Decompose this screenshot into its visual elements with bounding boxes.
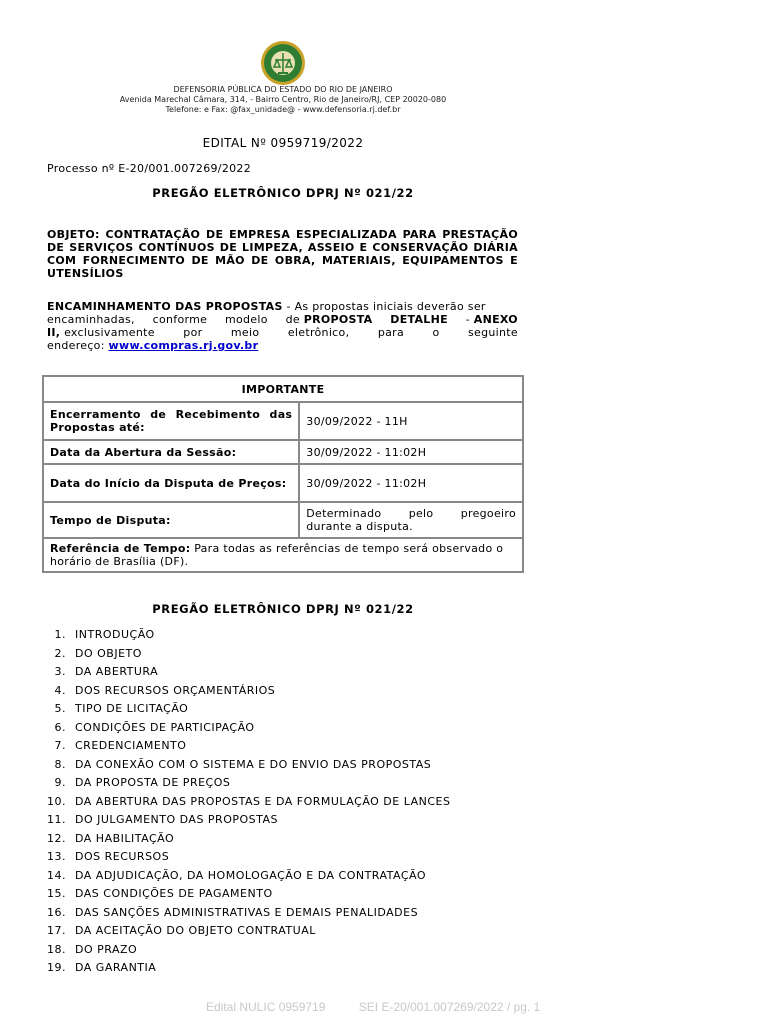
row-label: Tempo de Disputa: xyxy=(43,502,299,538)
header-address: Avenida Marechal Câmara, 314, - Bairro Centro, Rio de Janeiro/RJ, CEP 20020-080 xyxy=(119,95,447,104)
word: meio xyxy=(230,326,260,339)
word: encaminhadas, xyxy=(47,313,135,326)
word: conforme xyxy=(152,313,208,326)
table-row xyxy=(43,538,523,572)
list-item xyxy=(44,719,450,738)
list-item xyxy=(44,682,450,701)
table-row xyxy=(43,402,523,440)
encaminhamento-line-1 xyxy=(47,300,518,313)
row-label: Data do Início da Disputa de Preços: xyxy=(43,464,299,502)
table-row xyxy=(43,464,523,502)
item-number: 18. xyxy=(47,942,66,956)
item-number: 11. xyxy=(47,813,66,826)
item-label: CONDIÇÕES DE PARTICIPAÇÃO xyxy=(75,720,255,734)
word: para xyxy=(377,326,405,339)
item-label: DO JULGAMENTO DAS PROPOSTAS xyxy=(75,813,279,826)
encaminhamento-label: ENCAMINHAMENTO DAS PROPOSTAS xyxy=(47,300,283,313)
list-item xyxy=(44,811,450,830)
item-label: DOS RECURSOS xyxy=(75,850,170,863)
table-row xyxy=(43,440,523,464)
word: modelo xyxy=(224,313,268,326)
item-label: DA GARANTIA xyxy=(75,961,157,974)
row-label: Data da Abertura da Sessão: xyxy=(43,440,299,464)
list-item xyxy=(44,626,450,645)
list-item xyxy=(44,645,450,664)
item-label: DA ADJUDICAÇÃO, DA HOMOLOGAÇÃO E DA CONTRATAÇÃO xyxy=(75,868,427,882)
list-item xyxy=(44,793,450,812)
item-number: 16. xyxy=(47,905,66,919)
item-number: 2. xyxy=(54,646,66,660)
defensoria-seal-logo xyxy=(260,40,306,86)
item-number: 8. xyxy=(54,757,66,771)
anexo-bold: ANEXO xyxy=(473,313,518,326)
item-label: DA ABERTURA DAS PROPOSTAS E DA FORMULAÇÃO DE LANCES xyxy=(75,794,451,808)
word: seguinte xyxy=(468,326,518,339)
edital-title: EDITAL Nº 0959719/2022 xyxy=(202,136,364,150)
item-label: DA PROPOSTA DE PREÇOS xyxy=(75,776,231,789)
encaminhamento-paragraph xyxy=(47,300,518,352)
objeto-paragraph: OBJETO: CONTRATAÇÃO DE EMPRESA ESPECIALIZADA PARA PRESTAÇÃO DE SERVIÇOS CONTÍNUOS DE LIMPEZA, ASSEIO E CONSERVAÇÃO DIÁRIA COM FORNECIMENTO DE MÃO DE OBRA, MATERIAIS, EQUIPAMENTOS E UTENSÍLIOS xyxy=(47,228,518,280)
item-number: 13. xyxy=(47,850,66,863)
list-item xyxy=(44,922,450,941)
item-number: 1. xyxy=(54,628,66,641)
row-label: Encerramento de Recebimento das Propostas até: xyxy=(43,402,299,440)
list-item xyxy=(44,700,450,719)
row-value: 30/09/2022 - 11:02H xyxy=(299,440,523,464)
item-label: DO OBJETO xyxy=(75,646,142,660)
item-label: DOS RECURSOS ORÇAMENTÁRIOS xyxy=(75,683,276,697)
word: por xyxy=(183,326,203,339)
table-of-contents xyxy=(44,626,450,978)
pregao-title-2: PREGÃO ELETRÔNICO DPRJ Nº 021/22 xyxy=(152,602,414,616)
processo-number: Processo nº E-20/001.007269/2022 xyxy=(47,162,252,175)
item-number: 17. xyxy=(47,924,66,937)
word: eletrônico, xyxy=(287,326,350,339)
importante-table xyxy=(42,375,524,573)
anexo-ii-bold: II, xyxy=(47,326,61,339)
list-item xyxy=(44,737,450,756)
item-number: 6. xyxy=(54,720,66,734)
list-item xyxy=(44,756,450,775)
item-label: TIPO DE LICITAÇÃO xyxy=(75,702,189,715)
footer-sei-page: SEI E-20/001.007269/2022 / pg. 1 xyxy=(358,1000,541,1014)
item-number: 3. xyxy=(54,665,66,678)
item-number: 5. xyxy=(54,702,66,715)
list-item xyxy=(44,959,450,978)
footer-edital: Edital NULIC 0959719 xyxy=(206,1000,326,1014)
referencia-label: Referência de Tempo: xyxy=(50,542,191,555)
dash: - xyxy=(465,313,470,326)
list-item xyxy=(44,848,450,867)
item-label: DA CONEXÃO COM O SISTEMA E DO ENVIO DAS PROPOSTAS xyxy=(75,757,432,771)
item-number: 12. xyxy=(47,831,66,845)
list-item xyxy=(44,774,450,793)
header-contact: Telefone: e Fax: @fax_unidade@ - www.defensoria.rj.def.br xyxy=(165,105,401,114)
referencia-tempo-cell xyxy=(43,538,523,572)
item-number: 15. xyxy=(47,887,66,900)
item-label: DAS SANÇÕES ADMINISTRATIVAS E DEMAIS PENALIDADES xyxy=(75,905,419,919)
item-label: DA ABERTURA xyxy=(75,665,159,678)
list-item xyxy=(44,885,450,904)
importante-heading: IMPORTANTE xyxy=(43,376,523,402)
encaminhamento-text: - As propostas iniciais deverão ser xyxy=(282,300,486,313)
row-value: 30/09/2022 - 11:02H xyxy=(299,464,523,502)
item-label: CREDENCIAMENTO xyxy=(75,739,187,752)
detalhe-bold: DETALHE xyxy=(390,313,448,326)
item-label: DA HABILITAÇÃO xyxy=(75,831,175,845)
encaminhamento-line-2 xyxy=(47,313,518,326)
word: exclusivamente xyxy=(64,326,155,339)
compras-link[interactable]: www.compras.rj.gov.br xyxy=(108,339,259,352)
encaminhamento-line-4 xyxy=(47,339,518,352)
item-number: 4. xyxy=(54,683,66,697)
pregao-title: PREGÃO ELETRÔNICO DPRJ Nº 021/22 xyxy=(152,186,414,200)
list-item xyxy=(44,941,450,960)
list-item xyxy=(44,663,450,682)
item-number: 19. xyxy=(47,961,66,974)
list-item xyxy=(44,904,450,923)
table-row xyxy=(43,502,523,538)
word: de xyxy=(285,313,300,326)
endereco-label: endereço: xyxy=(47,339,109,352)
item-label: DAS CONDIÇÕES DE PAGAMENTO xyxy=(75,887,273,900)
item-label: INTRODUÇÃO xyxy=(75,628,155,641)
encaminhamento-line-3 xyxy=(47,326,518,339)
item-label: DA ACEITAÇÃO DO OBJETO CONTRATUAL xyxy=(75,924,316,937)
page-footer xyxy=(206,1000,540,1014)
word: o xyxy=(432,326,440,339)
item-label: DO PRAZO xyxy=(75,942,138,956)
item-number: 14. xyxy=(47,868,66,882)
item-number: 7. xyxy=(54,739,66,752)
row-value: Determinado pelo pregoeiro durante a disputa. xyxy=(299,502,523,538)
row-value: 30/09/2022 - 11H xyxy=(299,402,523,440)
proposta-bold: PROPOSTA xyxy=(303,313,373,326)
list-item xyxy=(44,830,450,849)
header-institution: DEFENSORIA PÚBLICA DO ESTADO DO RIO DE JANEIRO xyxy=(173,85,393,94)
referencia-text: Para todas as referências de tempo será observado o horário de Brasília (DF). xyxy=(50,542,504,568)
item-number: 10. xyxy=(47,794,66,808)
list-item xyxy=(44,867,450,886)
item-number: 9. xyxy=(54,776,66,789)
